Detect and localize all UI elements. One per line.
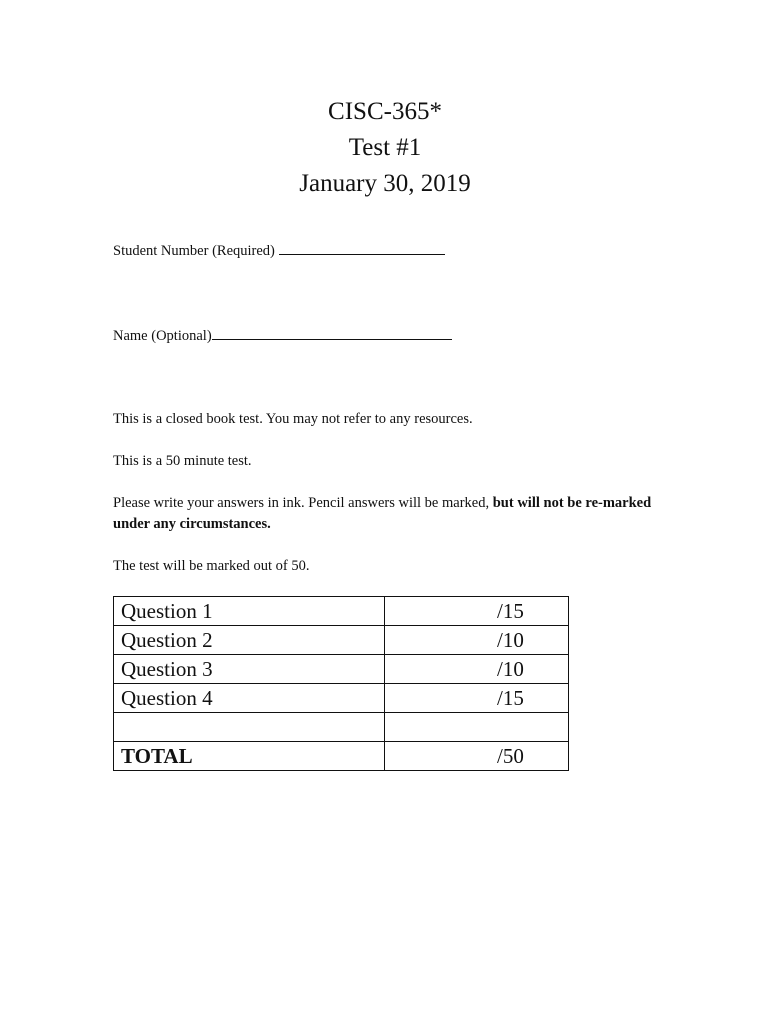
name-label: Name (Optional) xyxy=(113,328,212,344)
table-row xyxy=(114,684,569,713)
ink-note-text: Please write your answers in ink. Pencil answers will be marked, xyxy=(113,495,493,511)
question-marks: /10 xyxy=(385,655,569,684)
question-marks: /10 xyxy=(385,626,569,655)
empty-cell xyxy=(385,713,569,742)
question-marks: /15 xyxy=(497,599,524,623)
name-blank[interactable] xyxy=(212,327,452,340)
question-label: Question 1 xyxy=(114,597,385,626)
score-table xyxy=(113,596,569,771)
question-marks: /15 xyxy=(385,684,569,713)
question-label: Question 3 xyxy=(114,655,385,684)
marked-out-of-note: The test will be marked out of 50. xyxy=(113,558,310,574)
student-number-label: Student Number (Required) xyxy=(113,243,275,259)
question-label: Question 2 xyxy=(114,626,385,655)
student-number-blank[interactable] xyxy=(279,242,445,255)
total-row xyxy=(114,742,569,771)
question-label: Question 4 xyxy=(114,684,385,713)
student-number-field xyxy=(113,242,445,260)
total-label: TOTAL xyxy=(114,742,385,771)
name-field xyxy=(113,327,452,345)
total-marks: /50 xyxy=(385,742,569,771)
ink-note xyxy=(113,493,673,535)
table-row xyxy=(114,626,569,655)
ink-note-bold: but will not be re-marked under any circumstances. xyxy=(113,495,652,532)
table-row xyxy=(114,655,569,684)
course-code: CISC-365* xyxy=(328,98,442,125)
table-row xyxy=(114,597,569,626)
table-row-empty xyxy=(114,713,569,742)
duration-note: This is a 50 minute test. xyxy=(113,453,252,469)
test-title: Test #1 xyxy=(348,134,422,161)
empty-cell xyxy=(114,713,385,742)
test-date: January 30, 2019 xyxy=(299,170,471,197)
closed-book-note: This is a closed book test. You may not refer to any resources. xyxy=(113,411,473,427)
